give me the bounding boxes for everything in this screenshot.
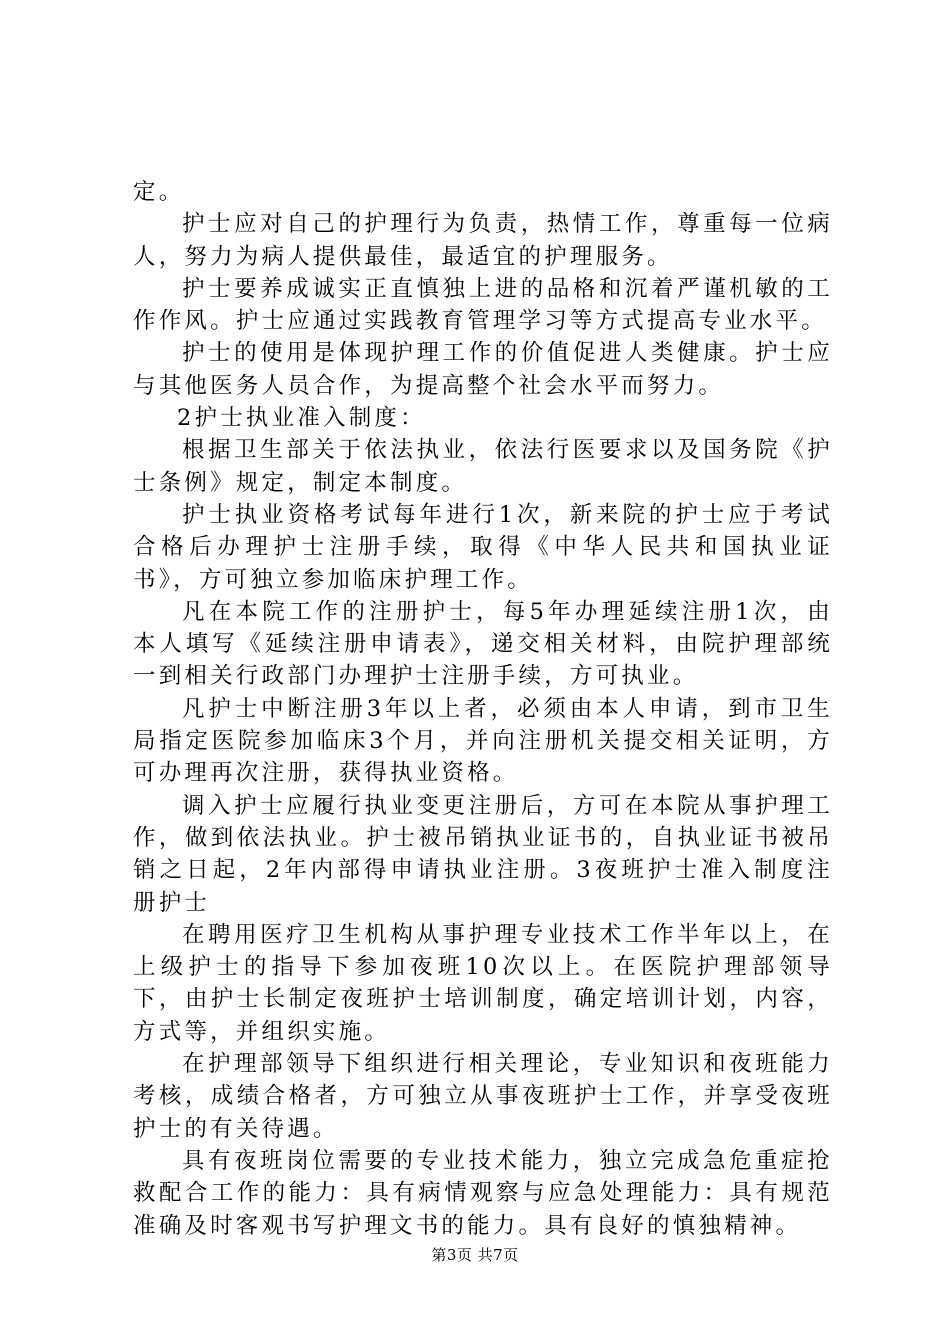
paragraph: 凡护士中断注册3年以上者，必须由本人申请，到市卫生局指定医院参加临床3个月，并向注册机关提交相关证明，方可办理再次注册，获得执业资格。 bbox=[133, 695, 833, 787]
section-heading: 2护士执业准入制度： bbox=[177, 405, 426, 432]
paragraph: 护士的使用是体现护理工作的价值促进人类健康。护士应与其他医务人员合作，为提高整个社会水平而努力。 bbox=[133, 340, 833, 399]
paragraph: 在聘用医疗卫生机构从事护理专业技术工作半年以上，在上级护士的指导下参加夜班10次以上。在医院护理部领导下，由护士长制定夜班护士培训制度，确定培训计划，内容，方式等，并组织实施。 bbox=[133, 921, 833, 1045]
paragraph: 具有夜班岗位需要的专业技术能力，独立完成急危重症抢救配合工作的能力：具有病情观察与应急处理能力：具有规范准确及时客观书写护理文书的能力。具有良好的慎独精神。 bbox=[133, 1147, 833, 1239]
paragraph: 护士要养成诚实正直慎独上进的品格和沉着严谨机敏的工作作风。护士应通过实践教育管理学习等方式提高专业水平。 bbox=[133, 275, 833, 335]
paragraph: 调入护士应履行执业变更注册后，方可在本院从事护理工作，做到依法执业。护士被吊销执业证书的，自执业证书被吊销之日起，2年内部得申请执业注册。3夜班护士准入制度注册护士 bbox=[133, 792, 833, 916]
paragraph-continuation: 定。 bbox=[133, 179, 185, 205]
page-footer bbox=[0, 1244, 950, 1265]
paragraph: 凡在本院工作的注册护士，每5年办理延续注册1次，由本人填写《延续注册申请表》，递交相关材料，由院护理部统一到相关行政部门办理护士注册手续，方可执业。 bbox=[133, 598, 833, 690]
paragraph: 护士应对自己的护理行为负责，热情工作，尊重每一位病人，努力为病人提供最佳，最适宜的护理服务。 bbox=[133, 211, 833, 270]
paragraph: 护士执业资格考试每年进行1次，新来院的护士应于考试合格后办理护士注册手续，取得《中华人民共和国执业证书》，方可独立参加临床护理工作。 bbox=[133, 501, 833, 593]
document-body bbox=[133, 176, 833, 1242]
paragraph: 在护理部领导下组织进行相关理论，专业知识和夜班能力考核，成绩合格者，方可独立从事夜班护士工作，并享受夜班护士的有关待遇。 bbox=[133, 1051, 833, 1142]
paragraph: 根据卫生部关于依法执业，依法行医要求以及国务院《护士条例》规定，制定本制度。 bbox=[133, 437, 833, 496]
page-number-label: 第3页 共7页 bbox=[431, 1246, 519, 1264]
